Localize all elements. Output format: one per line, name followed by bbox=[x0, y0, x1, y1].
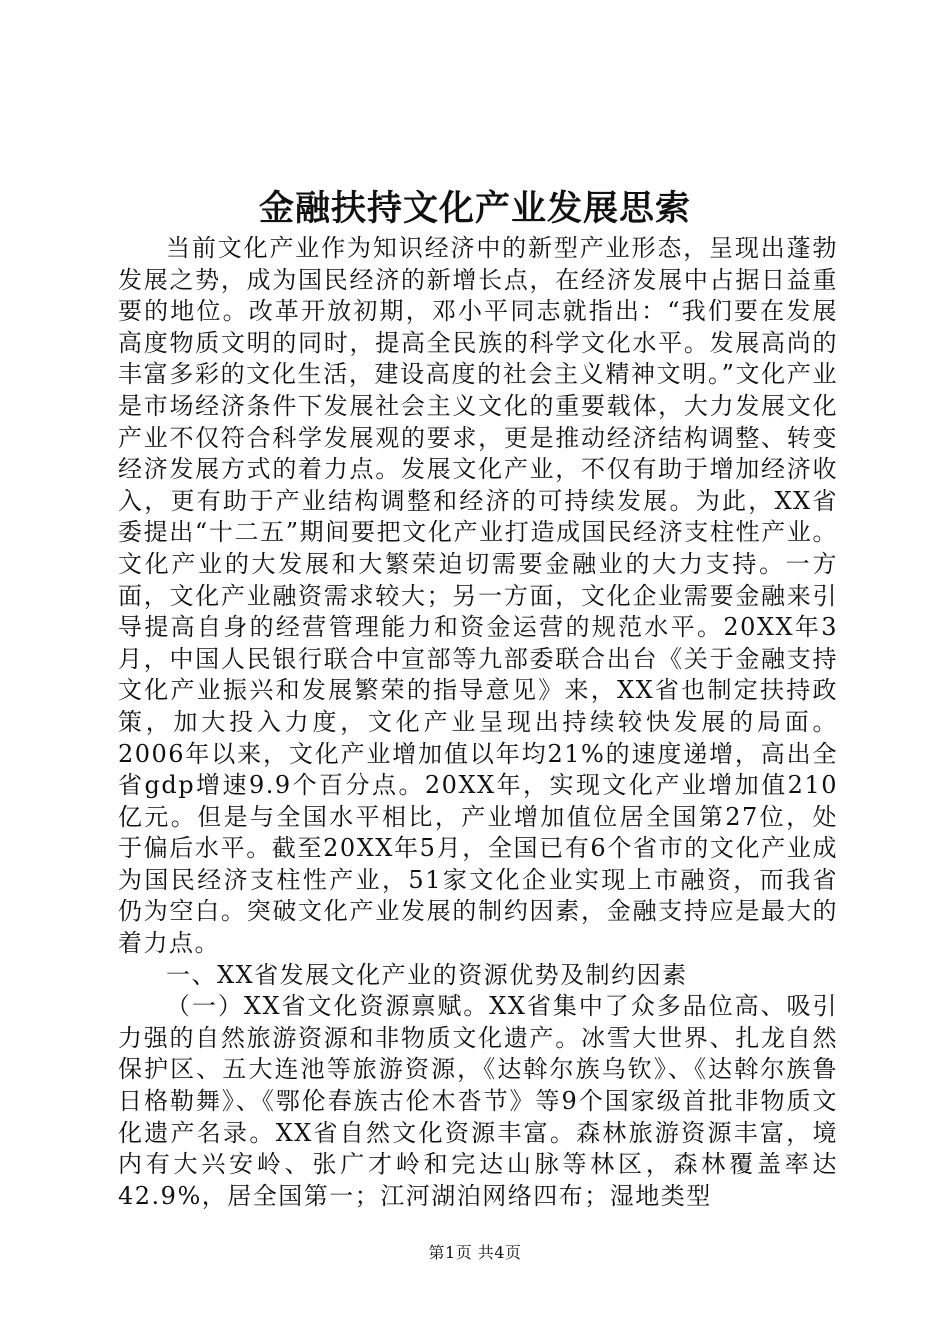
paragraph-intro: 当前文化产业作为知识经济中的新型产业形态，呈现出蓬勃发展之势，成为国民经济的新增长点，在经济发展中占据日益重要的地位。改革开放初期，邓小平同志就指出：“我们要在发展高度物质文明的同时，提高全民族的科学文化水平。发展高尚的丰富多彩的文化生活，建设高度的社会主义精神文明。”文化产业是市场经济条件下发展社会主义文化的重要载体，大力发展文化产业不仅符合科学发展观的要求，更是推动经济结构调整、转变经济发展方式的着力点。发展文化产业，不仅有助于增加经济收入，更有助于产业结构调整和经济的可持续发展。为此，XX省委提出“十二五”期间要把文化产业打造成国民经济支柱性产业。文化产业的大发展和大繁荣迫切需要金融业的大力支持。一方面，文化产业融资需求较大；另一方面，文化企业需要金融来引导提高自身的经营管理能力和资金运营的规范水平。20XX年3月，中国人民银行联合中宣部等九部委联合出台《关于金融支持文化产业振兴和发展繁荣的指导意见》来，XX省也制定扶持政策，加大投入力度，文化产业呈现出持续较快发展的局面。2006年以来，文化产业增加值以年均21%的速度递增，高出全省gdp增速9.9个百分点。20XX年，实现文化产业增加值210亿元。但是与全国水平相比，产业增加值位居全国第27位，处于偏后水平。截至20XX年5月，全国已有6个省市的文化产业成为国民经济支柱性产业，51家文化企业实现上市融资，而我省仍为空白。突破文化产业发展的制约因素，金融支持应是最大的着力点。 bbox=[118, 234, 838, 958]
document-body bbox=[118, 233, 838, 1212]
page-footer: 第1页 共4页 bbox=[428, 1243, 522, 1262]
document-title: 金融扶持文化产业发展思索 bbox=[258, 188, 691, 229]
paragraph-resources: （一）XX省文化资源禀赋。XX省集中了众多品位高、吸引力强的自然旅游资源和非物质文化遗产。冰雪大世界、扎龙自然保护区、五大连池等旅游资源，《达斡尔族乌钦》、《达斡尔族鲁日格勒舞》、《鄂伦春族古伦木沓节》等9个国家级首批非物质文化遗产名录。XX省自然文化资源丰富。森林旅游资源丰富，境内有大兴安岭、张广才岭和完达山脉等林区，森林覆盖率达42.9%，居全国第一；江河湖泊网络四布；湿地类型 bbox=[118, 992, 838, 1210]
section-heading: 一、XX省发展文化产业的资源优势及制约因素 bbox=[166, 960, 688, 989]
